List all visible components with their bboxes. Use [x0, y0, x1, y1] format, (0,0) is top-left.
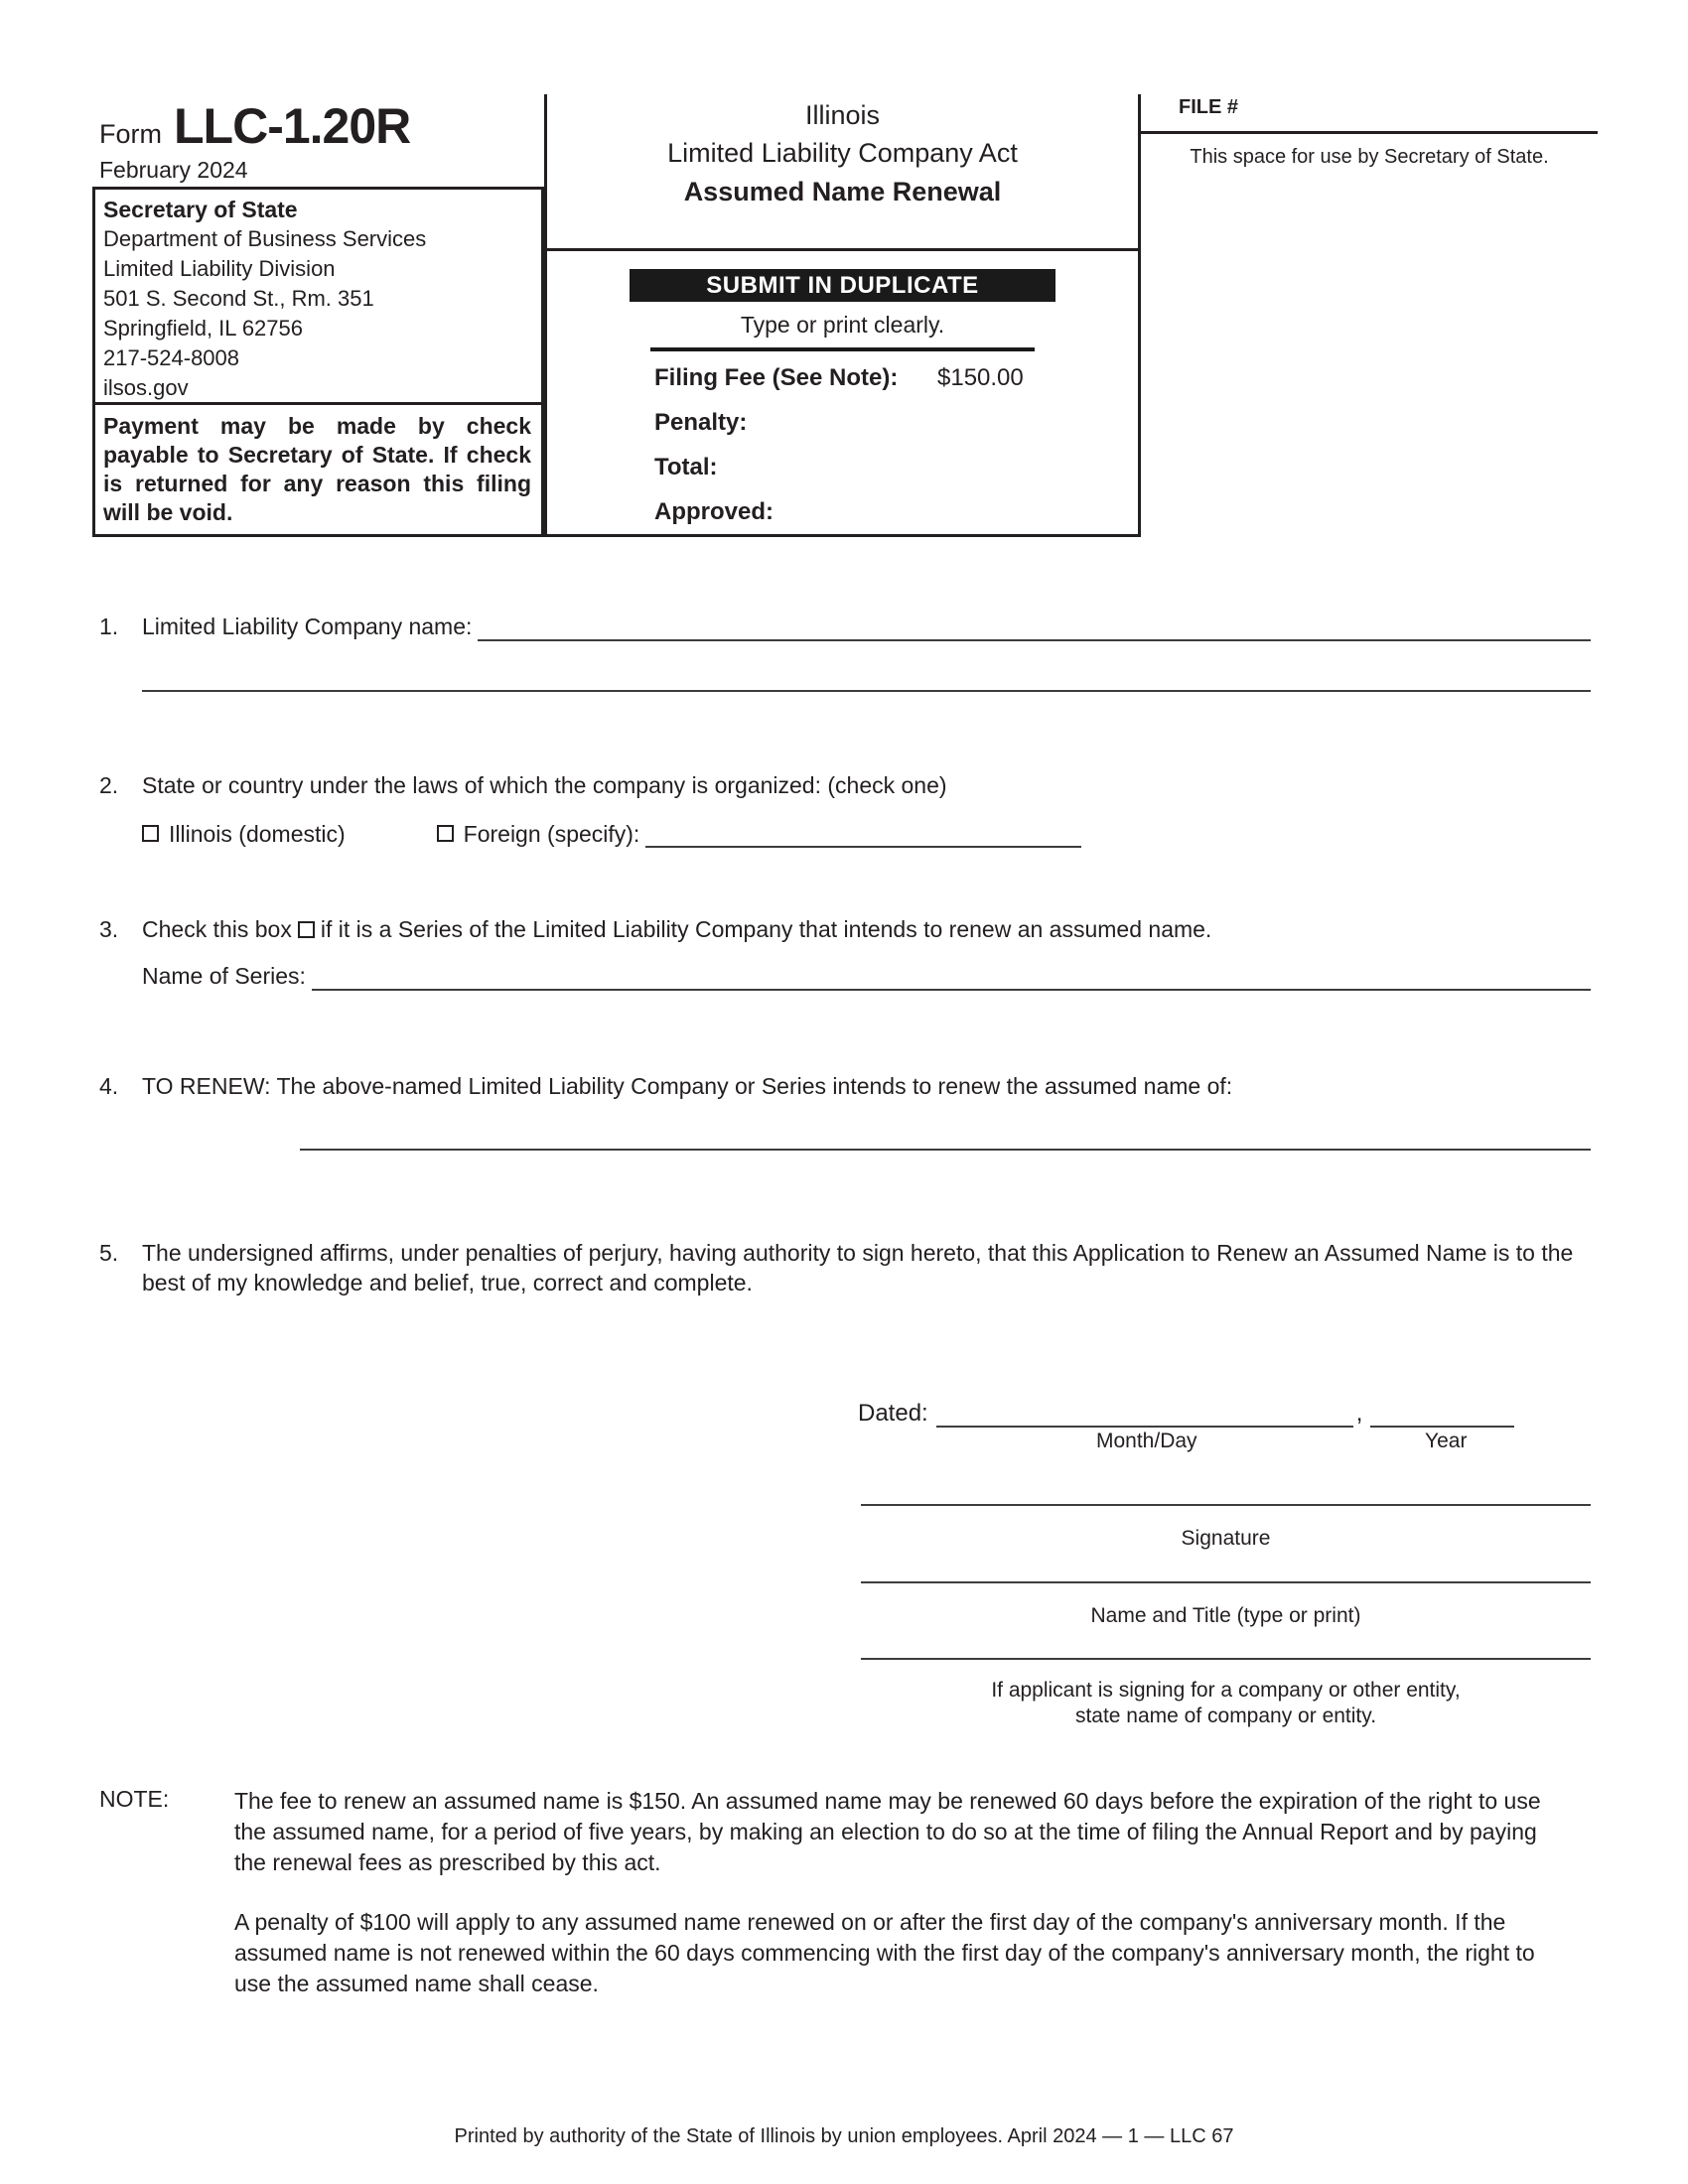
foreign-state-input-line[interactable]: [645, 818, 1081, 848]
total-row: [654, 454, 1138, 481]
filing-fee-label: Filing Fee (See Note):: [654, 364, 899, 391]
submit-duplicate-banner: SUBMIT IN DUPLICATE: [630, 269, 1055, 302]
item-5-number: 5.: [99, 1240, 119, 1266]
item-3-text-before: Check this box: [142, 916, 292, 942]
checkbox-series[interactable]: [298, 921, 315, 938]
signature-label: Signature: [1181, 1527, 1271, 1550]
item-2-label: State or country under the laws of which the company is organized: (check one): [142, 772, 947, 798]
dated-row: [858, 1396, 1514, 1428]
item-3-text: [142, 914, 1591, 944]
item-2: [99, 770, 1591, 800]
penalty-row: [654, 409, 1138, 437]
signature-input-line[interactable]: [861, 1504, 1591, 1506]
agency-box: [92, 187, 544, 537]
item-2-options: [142, 816, 1081, 848]
type-print-instruction: Type or print clearly.: [740, 312, 945, 338]
printed-authority-footer: Printed by authority of the State of Illinois by union employees. April 2024 — 1 — LLC 67: [454, 2125, 1234, 2147]
entity-label-line2: state name of company or entity.: [1074, 1705, 1377, 1727]
item-5-text: The undersigned affirms, under penalties of perjury, having authority to sign hereto, that this Application to Renew an Assumed Name is to the best of my knowledge and belief, true, correct and complete.: [142, 1240, 1574, 1296]
series-name-input-line[interactable]: [312, 961, 1591, 991]
form-revision-date: February 2024: [99, 157, 248, 183]
assumed-name-input-line[interactable]: [300, 1149, 1591, 1151]
agency-address: [95, 190, 541, 405]
agency-line: 217-524-8008: [103, 345, 240, 370]
act-title: [547, 94, 1138, 251]
item-2-number: 2.: [99, 772, 119, 798]
item-4-text: TO RENEW: The above-named Limited Liability Company or Series intends to renew the assumed name of:: [142, 1073, 1233, 1099]
llc-name-input-line-2[interactable]: [142, 690, 1591, 692]
form-name: Assumed Name Renewal: [683, 177, 1002, 206]
sos-use-note: This space for use by Secretary of State.: [1190, 146, 1549, 168]
item-3: [99, 914, 1591, 944]
title-filing-box: [544, 94, 1141, 537]
series-name-row: [142, 961, 1591, 991]
form-label: Form: [99, 119, 162, 149]
divider-rule: [650, 347, 1035, 351]
name-title-input-line[interactable]: [861, 1581, 1591, 1583]
dated-comma: ,: [1355, 1400, 1363, 1427]
agency-line: Springfield, IL 62756: [103, 316, 303, 341]
item-3-number: 3.: [99, 916, 119, 942]
file-number-label: FILE #: [1141, 94, 1598, 134]
option-foreign-label: Foreign (specify):: [463, 821, 640, 847]
entity-label-line1: If applicant is signing for a company or other entity,: [991, 1679, 1461, 1702]
name-title-label: Name and Title (type or print): [1090, 1604, 1361, 1627]
dated-monthday-input-line[interactable]: [936, 1396, 1353, 1428]
option-domestic-label: Illinois (domestic): [169, 821, 346, 847]
item-1: [99, 612, 1591, 641]
form-title: [99, 97, 410, 155]
item-1-label: Limited Liability Company name:: [142, 614, 473, 639]
payment-notice: Payment may be made by check payable to Secretary of State. If check is returned for any reason this filing will be void.: [103, 413, 531, 525]
checkbox-foreign[interactable]: [437, 825, 454, 842]
month-day-label: Month/Day: [1096, 1430, 1197, 1452]
note-paragraph-1: The fee to renew an assumed name is $150. An assumed name may be renewed 60 days before the expiration of the right to use the assumed name, for a period of five years, by making an election to do so at the time of filing the Annual Report and by paying the renewal fees as prescribed by this act.: [234, 1788, 1541, 1875]
agency-website: ilsos.gov: [103, 375, 189, 400]
item-4-number: 4.: [99, 1073, 119, 1099]
checkbox-illinois-domestic[interactable]: [142, 825, 159, 842]
item-5: [99, 1238, 1591, 1297]
agency-title: Secretary of State: [103, 197, 298, 222]
act-state: Illinois: [804, 100, 881, 130]
penalty-label: Penalty:: [654, 409, 748, 436]
file-number-box: [1141, 94, 1598, 169]
form-number: LLC-1.20R: [174, 98, 411, 154]
year-label: Year: [1425, 1430, 1468, 1452]
approved-row: [654, 498, 1138, 526]
dated-year-input-line[interactable]: [1370, 1396, 1514, 1428]
series-name-label: Name of Series:: [142, 963, 306, 989]
filing-fee-row: [654, 364, 1138, 392]
llc-name-input-line[interactable]: [478, 612, 1591, 641]
item-1-number: 1.: [99, 614, 119, 639]
note-paragraph-2: A penalty of $100 will apply to any assumed name renewed on or after the first day of the company's anniversary month. If the assumed name is not renewed within the 60 days commencing with the first day of the company's anniversary month, the right to use the assumed name shall cease.: [234, 1909, 1535, 1996]
total-label: Total:: [654, 454, 718, 480]
dated-label: Dated:: [858, 1400, 928, 1427]
item-3-text-after: if it is a Series of the Limited Liability Company that intends to renew an assumed name.: [320, 916, 1212, 942]
entity-name-input-line[interactable]: [861, 1658, 1591, 1660]
agency-line: 501 S. Second St., Rm. 351: [103, 286, 374, 311]
note-label: NOTE:: [99, 1786, 170, 1812]
agency-line: Limited Liability Division: [103, 256, 336, 281]
agency-line: Department of Business Services: [103, 226, 427, 251]
note-text: [234, 1786, 1555, 1999]
item-4: [99, 1071, 1591, 1101]
act-name: Limited Liability Company Act: [667, 138, 1018, 168]
approved-label: Approved:: [654, 498, 774, 525]
filing-fee-value: $150.00: [937, 364, 1024, 391]
fee-block: [547, 364, 1138, 526]
